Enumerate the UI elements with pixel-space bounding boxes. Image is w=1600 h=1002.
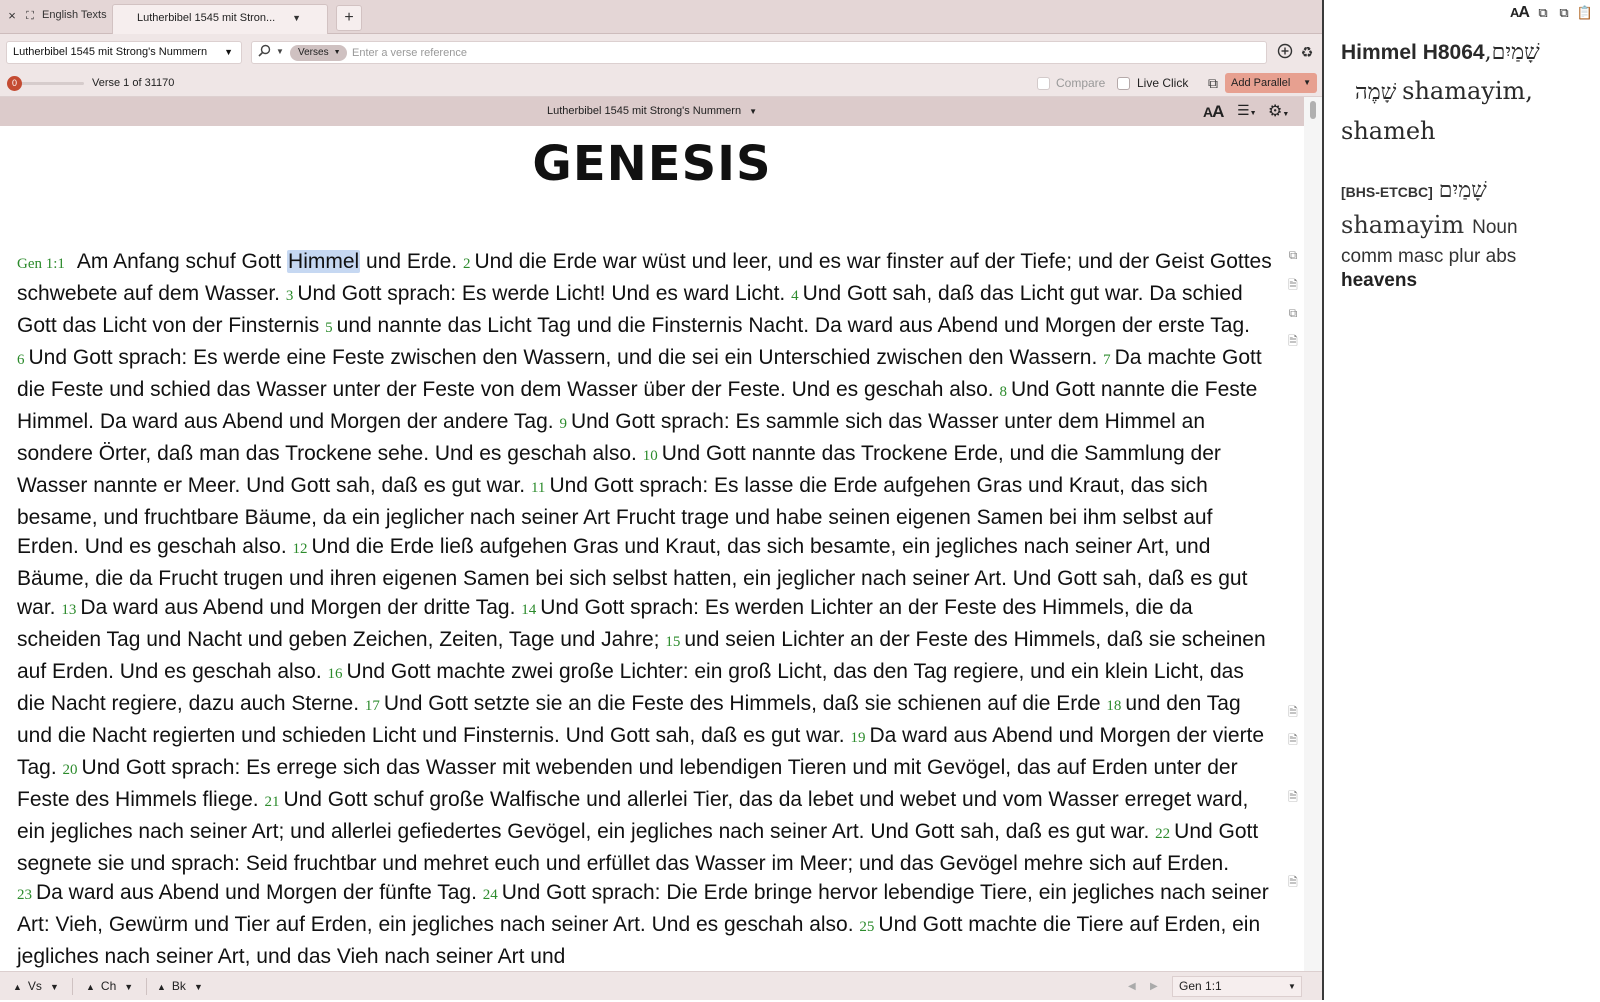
bottom-navigation-bar bbox=[0, 971, 1322, 1000]
chevron-down-icon[interactable]: ▼ bbox=[276, 47, 284, 56]
verse-number[interactable]: 11 bbox=[530, 480, 546, 496]
lexicon-headword bbox=[1341, 34, 1595, 152]
morphology: comm masc plur abs bbox=[1341, 246, 1517, 267]
verse-nav[interactable] bbox=[13, 972, 59, 1001]
note-icon[interactable]: 🗎 bbox=[1288, 733, 1298, 747]
add-parallel-label: Add Parallel bbox=[1231, 77, 1291, 89]
compare-label: Compare bbox=[1056, 76, 1106, 90]
copy-document-icon[interactable]: ⧉ bbox=[1538, 5, 1548, 20]
verse-text[interactable]: Und Gott machte die Tiere auf Erden, ein jegliches nach seiner Art, und das Vieh nach seiner Art und bbox=[17, 913, 1261, 968]
add-parallel-button[interactable] bbox=[1225, 73, 1317, 93]
gear-icon[interactable]: ⚙▼ bbox=[1268, 103, 1290, 120]
compare-checkbox[interactable] bbox=[1037, 77, 1050, 90]
verse-number[interactable]: 9 bbox=[559, 416, 567, 432]
verse-text[interactable]: Und Gott sah, daß das Licht gut war. Da schied Gott das Licht von der Finsternis bbox=[17, 282, 1243, 337]
lexicon-toolbar bbox=[1324, 0, 1600, 26]
tab-english-texts[interactable]: English Texts bbox=[42, 9, 107, 21]
close-icon[interactable]: × bbox=[8, 8, 16, 23]
verse-text[interactable]: und nannte das Licht Tag und die Finsternis Nacht. Da ward aus Abend und Morgen der erste Tag. bbox=[336, 314, 1250, 337]
live-click-label: Live Click bbox=[1137, 76, 1189, 90]
verse-number[interactable]: 13 bbox=[61, 602, 77, 618]
strongs-number[interactable]: H8064 bbox=[1422, 41, 1485, 64]
verse-number[interactable]: 10 bbox=[642, 448, 658, 464]
verse-text[interactable]: Da machte Gott die Feste und schied das Wasser unter der Feste von dem Wasser über der Feste. Und es geschah also. bbox=[17, 346, 1262, 401]
reading-area bbox=[0, 126, 1304, 971]
lexicon-entry bbox=[1341, 34, 1595, 293]
hebrew-lemma: שָׁמַיִם, שָׁמֶה bbox=[1355, 40, 1540, 105]
lexicon-panel bbox=[1324, 0, 1600, 1000]
verse-text[interactable]: Und Gott sprach: Es werde Licht! Und es ward Licht. bbox=[297, 282, 786, 305]
verse-text[interactable]: Und Gott segnete sie und sprach: Seid fruchtbar und mehret euch und erfüllet das Wasser im Meer; und das Gevögel mehre sich auf Erden. bbox=[17, 820, 1259, 875]
fullscreen-icon[interactable]: ⛶ bbox=[26, 10, 34, 22]
chevron-up-icon[interactable]: ▲ bbox=[86, 982, 95, 992]
verse-number[interactable]: 25 bbox=[859, 919, 875, 935]
verse-text[interactable]: Und Gott sprach: Es werde eine Feste zwischen den Wassern, und die sei ein Unterschied zwischen den Wassern. bbox=[28, 346, 1098, 369]
chevron-down-icon[interactable]: ▼ bbox=[292, 13, 301, 23]
verse-text[interactable]: Und Gott nannte die Feste Himmel. Da ward aus Abend und Morgen der andere Tag. bbox=[17, 378, 1258, 433]
tab-lutherbibel[interactable] bbox=[112, 4, 328, 34]
verse-number[interactable]: 2 bbox=[462, 256, 471, 272]
tab-bar bbox=[0, 0, 1322, 34]
lexicon-word: Himmel bbox=[1341, 41, 1417, 64]
verse-number[interactable]: 8 bbox=[999, 384, 1007, 400]
module-header bbox=[0, 97, 1304, 126]
verse-text[interactable]: Und Gott sprach: Es lasse die Erde aufgehen Gras und Kraut, das sich besame, und fruchtbare Bäume, da ein jeglicher nach seiner Art Frucht trage und habe seinen eigenen Samen bei ihm selbst auf Erden. Und es geschah also. bbox=[17, 474, 1213, 558]
font-size-icon[interactable]: AA bbox=[1203, 102, 1224, 121]
book-nav-label: Bk bbox=[171, 979, 186, 993]
verse-number[interactable]: 14 bbox=[521, 602, 537, 618]
verse-number[interactable]: 21 bbox=[264, 794, 280, 810]
divider bbox=[72, 978, 73, 995]
chevron-down-icon[interactable]: ▼ bbox=[193, 982, 203, 992]
verse-text[interactable]: Und Gott machte zwei große Lichter: ein groß Licht, das den Tag regiere, und ein klein Licht, das die Nacht regiere, dazu auch Sterne. bbox=[17, 660, 1244, 715]
chapter-nav[interactable] bbox=[86, 972, 133, 1001]
verse-number[interactable]: 12 bbox=[292, 541, 308, 557]
part-of-speech: Noun bbox=[1472, 217, 1518, 238]
chevron-down-icon: ▼ bbox=[333, 49, 341, 56]
book-nav[interactable] bbox=[157, 972, 203, 1001]
verse-number[interactable]: 24 bbox=[482, 887, 498, 903]
search-mode-label: Verses bbox=[298, 47, 329, 58]
toolbar bbox=[0, 34, 1322, 70]
copy-document-icon[interactable]: ⧉ bbox=[1559, 5, 1569, 20]
chevron-down-icon[interactable]: ▼ bbox=[49, 982, 59, 992]
verse-number[interactable]: 15 bbox=[665, 634, 681, 650]
verse-number[interactable]: 22 bbox=[1155, 826, 1171, 842]
book-title: GENESIS bbox=[532, 136, 772, 192]
verse-text[interactable]: Und Gott sprach: Es errege sich das Wasser mit webenden und lebendigen Tieren und mit Gevögel, das auf Erden unter der Feste des Himmels fliege. bbox=[17, 756, 1238, 811]
tab-lutherbibel-label: Lutherbibel 1545 mit Stron... bbox=[137, 12, 276, 24]
passage-text bbox=[17, 247, 1275, 971]
copy-icon[interactable]: ⧉ bbox=[1288, 248, 1298, 262]
module-header-label: Lutherbibel 1545 mit Strong's Nummern bbox=[546, 105, 742, 117]
verse-reference-input[interactable] bbox=[352, 44, 1232, 62]
live-click-checkbox[interactable] bbox=[1117, 77, 1130, 90]
verse-counter: Verse 1 of 31170 bbox=[92, 77, 175, 89]
add-circle-icon[interactable] bbox=[1276, 43, 1294, 61]
verse-number[interactable]: 18 bbox=[1106, 698, 1122, 714]
verse-text[interactable]: Und Gott sprach: Es sammle sich das Wasser unter dem Himmel an sondere Örter, daß man das Trockene sehe. Und es geschah also. bbox=[17, 410, 1206, 465]
verse-text[interactable]: Und Gott schuf große Walfische und allerlei Tier, das da lebet und webet und vom Wasser erreget ward, ein jegliches nach seiner Art; und allerlei gefiedertes Gevögel, ein jegliches nach seiner Art. Und Gott sah, daß es gut war. bbox=[17, 788, 1249, 843]
module-header-title[interactable] bbox=[0, 97, 1304, 126]
verse-number[interactable]: 5 bbox=[325, 320, 333, 336]
note-icon[interactable]: 🗎 bbox=[1288, 790, 1298, 804]
verse-number[interactable]: 19 bbox=[850, 730, 866, 746]
verse-number[interactable]: 23 bbox=[17, 887, 32, 903]
divider bbox=[146, 978, 147, 995]
verse-slider-track[interactable] bbox=[20, 82, 84, 85]
search-icon[interactable] bbox=[258, 44, 271, 60]
scrollbar-thumb[interactable] bbox=[1310, 101, 1316, 119]
verse-text[interactable]: und Erde. bbox=[360, 250, 458, 273]
previous-arrow-icon[interactable]: ◀ bbox=[1128, 981, 1136, 992]
verse-text[interactable]: und seien Lichter an der Feste des Himmels, daß sie scheinen auf Erden. Und es geschah also. bbox=[17, 628, 1266, 683]
chevron-down-icon: ▼ bbox=[1303, 78, 1311, 87]
verse-number[interactable]: 16 bbox=[327, 666, 343, 682]
source-transliteration: shamayim bbox=[1341, 211, 1465, 239]
verse-slider-handle[interactable]: 0 bbox=[7, 76, 22, 91]
selected-word[interactable]: Himmel bbox=[288, 250, 360, 273]
module-select-label: Lutherbibel 1545 mit Strong's Nummern bbox=[13, 46, 208, 58]
search-mode-select[interactable] bbox=[290, 45, 347, 61]
verse-navigation-bar bbox=[0, 70, 1322, 97]
font-size-icon[interactable]: AA bbox=[1510, 4, 1529, 21]
note-icon[interactable]: 🗎 bbox=[1288, 705, 1298, 719]
text-format-icon[interactable]: ☰▼ bbox=[1237, 102, 1257, 118]
chevron-down-icon: ▼ bbox=[224, 47, 233, 57]
reference-field[interactable]: Gen 1:1 bbox=[1172, 976, 1302, 997]
next-arrow-icon[interactable]: ▶ bbox=[1150, 981, 1158, 992]
verse-number[interactable]: 7 bbox=[1103, 352, 1111, 368]
verse-text[interactable]: und den Tag und die Nacht regierten und schieden Licht und Finsternis. Und Gott sah, daß es gut war. bbox=[17, 692, 1241, 747]
chevron-up-icon[interactable]: ▲ bbox=[13, 982, 22, 992]
note-icon[interactable]: 🗎 bbox=[1288, 278, 1298, 292]
chevron-down-icon[interactable]: ▼ bbox=[1288, 982, 1296, 991]
verse-text[interactable]: Da ward aus Abend und Morgen der fünfte Tag. bbox=[36, 881, 477, 904]
source-hebrew: שָׁמַיִם bbox=[1438, 178, 1487, 203]
chevron-up-icon[interactable]: ▲ bbox=[157, 982, 166, 992]
recycle-icon[interactable]: ♻ bbox=[1300, 44, 1314, 60]
verse-text[interactable]: Und die Erde ließ aufgehen Gras und Kraut, das sich besamte, ein jegliches nach seiner Art, und Bäume, die da Frucht trugen und ihren eigenen Samen bei sich selbst hatten, ein jeglicher nach seiner Art. Und Gott sah, daß es gut war. bbox=[17, 535, 1248, 619]
clipboard-icon[interactable]: 📋 bbox=[1576, 5, 1594, 20]
verse-number[interactable]: 3 bbox=[285, 288, 294, 304]
chevron-down-icon: ▼ bbox=[749, 107, 757, 116]
note-icon[interactable]: 🗎 bbox=[1288, 875, 1298, 889]
chevron-down-icon[interactable]: ▼ bbox=[124, 982, 134, 992]
chapter-nav-label: Ch bbox=[100, 979, 117, 993]
verse-text[interactable]: Und die Erde war wüst und leer, und es war finster auf der Tiefe; und der Geist Gottes schwebete auf dem Wasser. bbox=[17, 250, 1272, 305]
scrollbar[interactable] bbox=[1304, 97, 1322, 971]
verse-text[interactable]: Da ward aus Abend und Morgen der vierte Tag. bbox=[17, 724, 1265, 779]
verse-number[interactable]: 20 bbox=[62, 762, 78, 778]
verse-text[interactable]: Und Gott nannte das Trockene Erde, und die Sammlung der Wasser nannte er Meer. Und Gott sah, daß es gut war. bbox=[17, 442, 1221, 497]
gloss: heavens bbox=[1341, 270, 1418, 291]
add-tab-button[interactable]: + bbox=[336, 5, 362, 31]
verse-text[interactable]: Und Gott sprach: Es werden Lichter an der Feste des Himmels, die da scheiden Tag und Nacht und geben Zeichen, Zeiten, Tage und Jahre; bbox=[17, 596, 1193, 651]
verse-nav-label: Vs bbox=[27, 979, 42, 993]
transliteration: shamayim, shameh bbox=[1341, 77, 1533, 145]
copy-icon[interactable]: ⧉ bbox=[1288, 306, 1298, 320]
source-entry bbox=[1341, 174, 1595, 244]
source-tag: [BHS-ETCBC] bbox=[1341, 184, 1433, 200]
verse-text[interactable]: Und Gott sprach: Die Erde bringe hervor lebendige Tiere, ein jegliches nach seiner Art: Vieh, Gewürm und Tier auf Erden, ein jegliches nach seiner Art. Und es geschah also. bbox=[17, 881, 1269, 936]
verse-text[interactable]: Da ward aus Abend und Morgen der dritte Tag. bbox=[80, 596, 516, 619]
verse-number[interactable]: 6 bbox=[17, 352, 25, 368]
verse-number[interactable]: 17 bbox=[364, 698, 380, 714]
verse-number[interactable]: 4 bbox=[791, 288, 799, 304]
search-box bbox=[251, 41, 1267, 64]
module-select[interactable] bbox=[6, 41, 242, 64]
verse-reference[interactable]: Gen 1:1 bbox=[17, 256, 65, 272]
verse-text[interactable]: Am Anfang schuf Gott bbox=[76, 250, 288, 273]
copy-document-icon[interactable]: ⧉ bbox=[1208, 75, 1218, 91]
note-icon[interactable]: 🗎 bbox=[1288, 334, 1298, 348]
verse-text[interactable]: Und Gott setzte sie an die Feste des Himmels, daß sie schienen auf die Erde bbox=[383, 692, 1101, 715]
